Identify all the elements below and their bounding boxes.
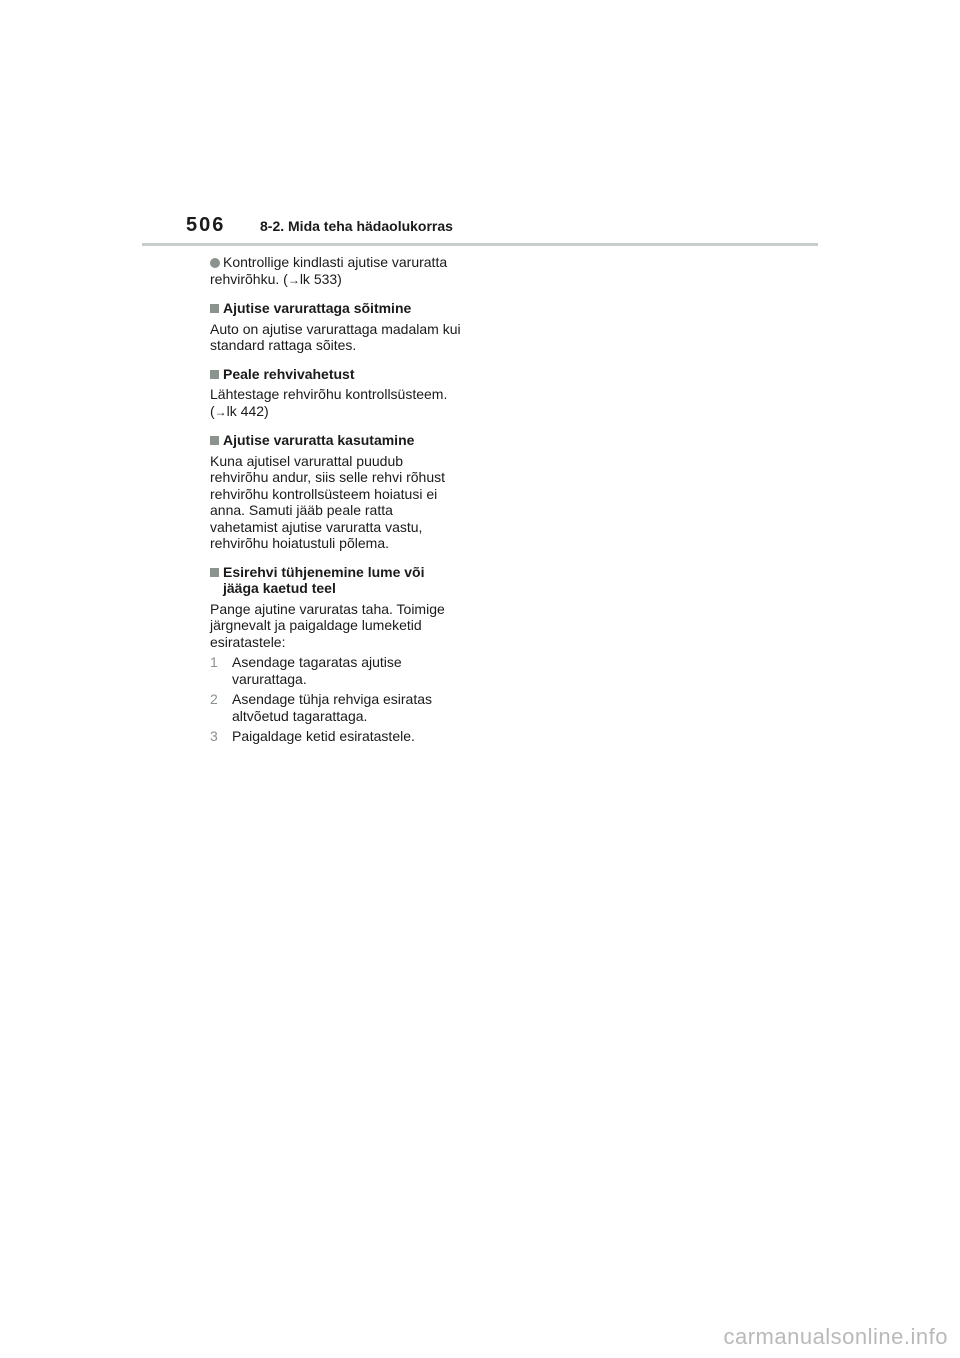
square-bullet-icon <box>210 436 219 445</box>
step-item <box>210 691 480 724</box>
bullet-circle-icon <box>210 258 220 268</box>
square-bullet-icon <box>210 568 219 577</box>
section-2-page-ref: lk 442) <box>226 402 269 419</box>
step-number: 1 <box>210 654 218 670</box>
section-3-line-3: rehvirõhu kontrollsüsteem hoiatusi ei <box>210 485 438 502</box>
section-heading-3 <box>210 432 480 449</box>
watermark-text: carmanualsonline.info <box>723 1324 948 1349</box>
section-heading-1-text: Ajutise varurattaga sõitmine <box>223 300 412 316</box>
section-1-line-1: Auto on ajutise varurattaga madalam kui <box>210 320 461 337</box>
section-3-line-6: rehvirõhu hoiatustuli põlema. <box>210 535 389 551</box>
section-heading-3-text: Ajutise varuratta kasutamine <box>223 432 415 448</box>
section-2-line-2-prefix: ( <box>210 402 215 419</box>
square-bullet-icon <box>210 370 219 379</box>
arrow-right-icon: → <box>214 404 227 419</box>
section-3-line-5: vahetamist ajutise varuratta vastu, <box>210 518 423 535</box>
page-header <box>186 214 453 244</box>
step-item <box>210 728 480 745</box>
step-text <box>232 691 480 724</box>
step-text <box>232 728 480 745</box>
step-number: 2 <box>210 691 218 707</box>
bullet-line-1: Kontrollige kindlasti ajutise varuratta <box>223 254 448 270</box>
section-heading-2-text: Peale rehvivahetust <box>223 365 355 382</box>
section-4-line-2: järgnevalt ja paigaldage lumeketid <box>210 617 422 633</box>
step-line-1: Asendage tühja rehviga esiratas <box>232 691 433 707</box>
step-line-1: Asendage tagaratas ajutise <box>232 654 402 670</box>
section-3-line-1: Kuna ajutisel varurattal puudub <box>210 452 404 469</box>
section-heading-4-text-2: jääga kaetud teel <box>223 580 336 596</box>
section-2-body <box>210 386 480 420</box>
section-3-body <box>210 453 480 552</box>
bullet-note <box>210 254 480 288</box>
section-3-line-4: anna. Samuti jääb peale ratta <box>210 502 393 518</box>
section-4-body <box>210 601 480 651</box>
step-line-1: Paigaldage ketid esiratastele. <box>232 728 415 744</box>
section-4-line-1: Pange ajutine varuratas taha. Toimige <box>210 600 445 617</box>
section-1-line-2: standard rattaga sõites. <box>210 337 357 353</box>
arrow-right-icon: → <box>287 272 300 287</box>
step-item <box>210 654 480 687</box>
section-heading-4 <box>210 564 480 597</box>
square-bullet-icon <box>210 304 219 313</box>
section-heading-4-text-1: Esirehvi tühjenemine lume või <box>223 563 425 580</box>
bullet-page-ref: lk 533) <box>299 270 342 287</box>
section-2-line-1: Lähtestage rehvirõhu kontrollsüsteem. <box>210 386 448 402</box>
header-divider <box>142 243 818 246</box>
section-1-body <box>210 321 480 354</box>
section-heading-1 <box>210 300 480 317</box>
page-content <box>210 254 480 749</box>
step-text <box>232 654 480 687</box>
page-number: 506 <box>186 214 226 236</box>
step-line-2: varurattaga. <box>232 670 307 687</box>
section-4-line-3: esiratastele: <box>210 633 286 650</box>
section-title: 8-2. Mida teha hädaolukorras <box>260 218 453 234</box>
section-3-line-2: rehvirõhu andur, siis selle rehvi rõhust <box>210 469 446 485</box>
step-number: 3 <box>210 728 218 744</box>
bullet-line-2-prefix: rehvirõhku. ( <box>210 270 288 287</box>
step-line-2: altvõetud tagarattaga. <box>232 707 368 724</box>
section-heading-2 <box>210 366 480 383</box>
